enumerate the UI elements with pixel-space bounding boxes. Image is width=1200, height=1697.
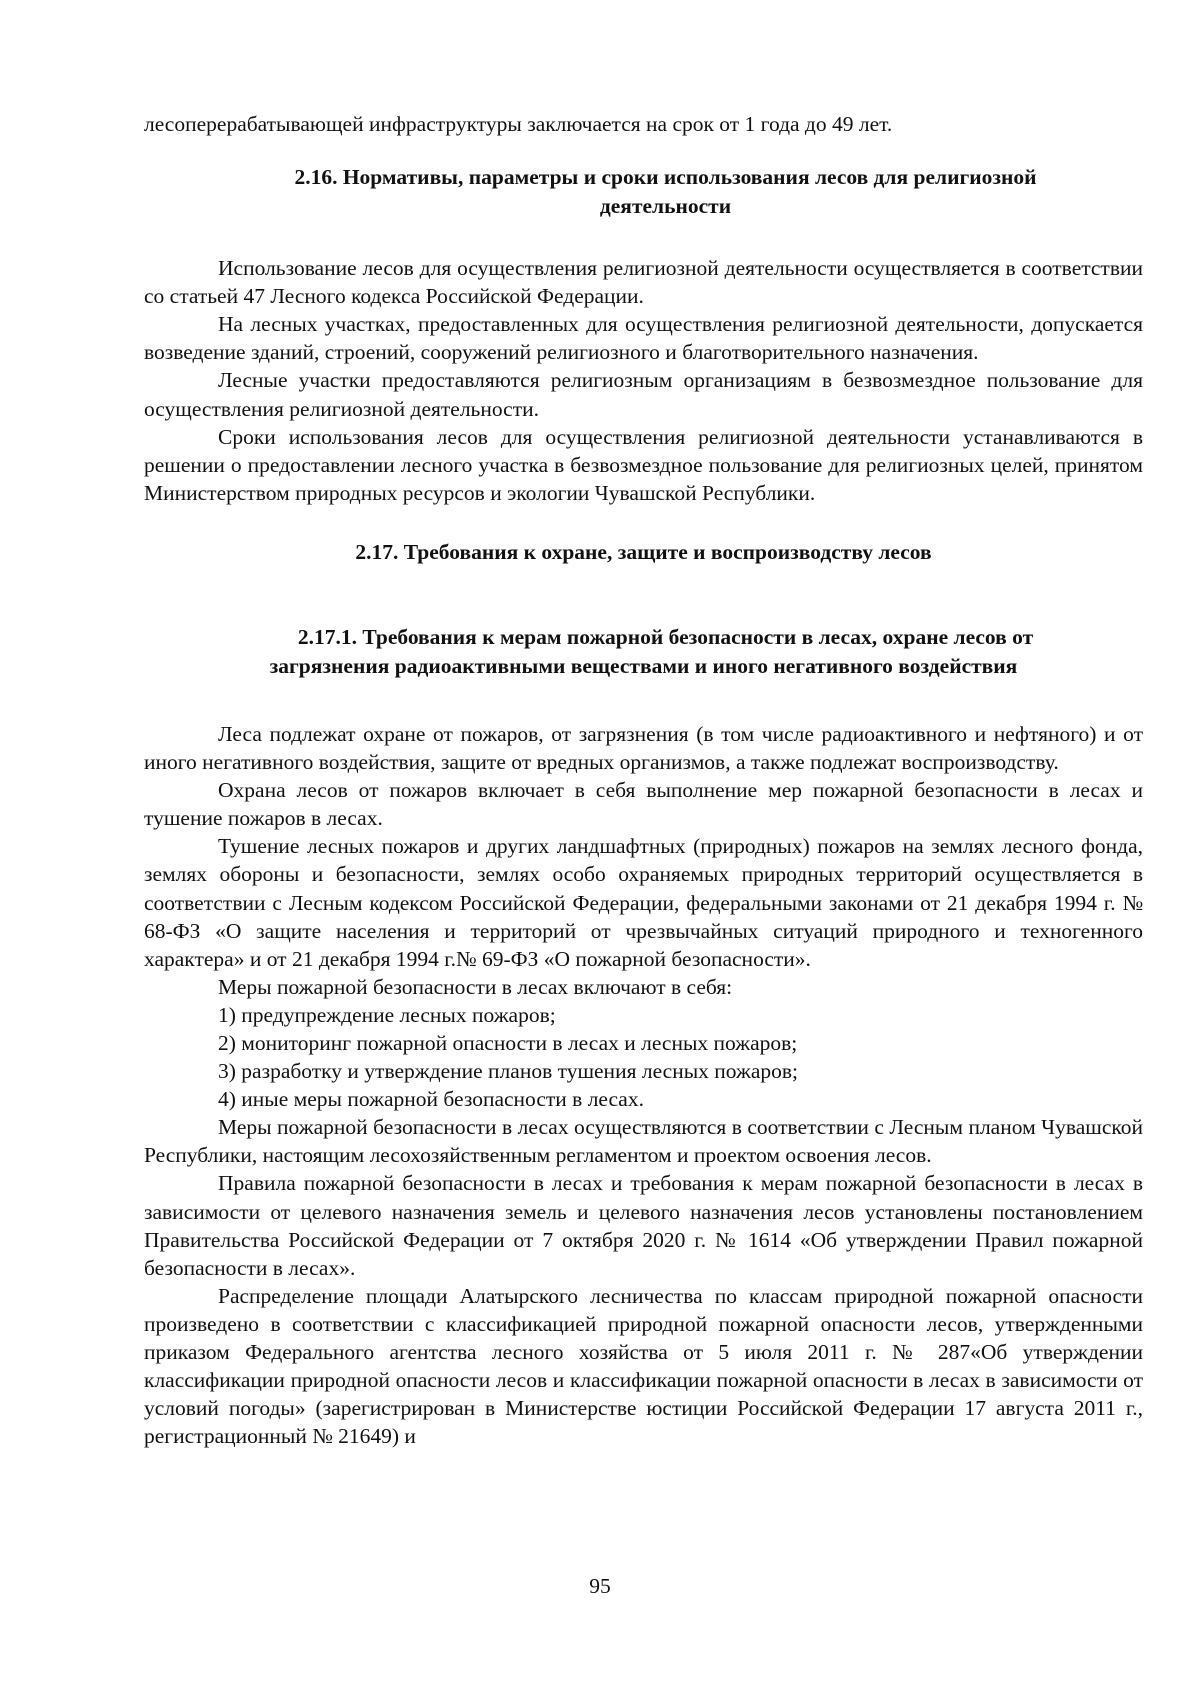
paragraph: Леса подлежат охране от пожаров, от загрязнения (в том числе радиоактивного и нефтяного) и от иного негативного воздействия, защите от вредных организмов, а также подлежат воспроизводству. bbox=[144, 721, 1143, 775]
list-intro: Меры пожарной безопасности в лесах включают в себя: bbox=[218, 974, 733, 999]
paragraph: Распределение площади Алатырского лесничества по классам природной пожарной опасности произведено в соответствии с классификацией природной пожарной опасности лесов, утвержденными приказом Федерального агентства лесного хозяйства от 5 июля 2011 г. № 287«Об утверждении классификации природной опасности лесов и классификации пожарной опасности в лесах в зависимости от условий погоды» (зарегистрирован в Министерстве юстиции Российской Федерации 17 августа 2011 г., регистрационный № 21649) и bbox=[144, 1283, 1143, 1449]
paragraph: Использование лесов для осуществления религиозной деятельности осуществляется в соответствии со статьей 47 Лесного кодекса Российской Федерации. bbox=[144, 256, 1143, 309]
list-item: 1) предупреждение лесных пожаров; bbox=[218, 1002, 556, 1027]
section-heading-2-17: 2.17. Требования к охране, защите и воспроизводству лесов bbox=[355, 539, 932, 564]
list-item: 3) разработку и утверждение планов тушения лесных пожаров; bbox=[218, 1059, 799, 1084]
continued-paragraph: лесоперерабатывающей инфраструктуры заключается на срок от 1 года до 49 лет. bbox=[144, 112, 893, 136]
heading-line: 2.16. Нормативы, параметры и сроки использования лесов для религиозной bbox=[294, 165, 1037, 190]
heading-line: загрязнения радиоактивными веществами и иного негативного воздействия bbox=[269, 653, 1018, 678]
paragraph: Правила пожарной безопасности в лесах и требования к мерам пожарной безопасности в лесах в зависимости от целевого назначения земель и целевого назначения лесов установлены постановлением Правительства Российской Федерации от 7 октября 2020 г. № 1614 «Об утверждении Правил пожарной безопасности в лесах». bbox=[144, 1171, 1143, 1280]
list-item: 2) мониторинг пожарной опасности в лесах и лесных пожаров; bbox=[218, 1030, 798, 1055]
paragraph: Тушение лесных пожаров и других ландшафтных (природных) пожаров на землях лесного фонда, землях обороны и безопасности, землях особо охраняемых природных территорий осуществляется в соответствии с Лесным кодексом Российской Федерации, федеральными законами от 21 декабря 1994 г. № 68-ФЗ «О защите населения и территорий от чрезвычайных ситуаций природного и техногенного характера» и от 21 декабря 1994 г.№ 69-ФЗ «О пожарной безопасности». bbox=[144, 834, 1143, 971]
list-item: 4) иные меры пожарной безопасности в лесах. bbox=[218, 1087, 644, 1112]
paragraph: Сроки использования лесов для осуществления религиозной деятельности устанавливаются в решении о предоставлении лесного участка в безвозмездное пользование для религиозных целей, принятом Министерством природных ресурсов и экологии Чувашской Республики. bbox=[144, 424, 1143, 505]
paragraph: Лесные участки предоставляются религиозным организациям в безвозмездное пользование для осуществления религиозной деятельности. bbox=[144, 368, 1143, 421]
paragraph: Охрана лесов от пожаров включает в себя выполнение мер пожарной безопасности в лесах и тушение пожаров в лесах. bbox=[144, 778, 1143, 831]
heading-line: деятельности bbox=[599, 194, 732, 219]
heading-line: 2.17.1. Требования к мерам пожарной безопасности в лесах, охране лесов от bbox=[297, 624, 1034, 649]
section-heading-2-17-1 bbox=[144, 623, 1143, 681]
paragraph: На лесных участках, предоставленных для осуществления религиозной деятельности, допускается возведение зданий, строений, сооружений религиозного и благотворительного назначения. bbox=[144, 312, 1143, 365]
page-content bbox=[144, 110, 1143, 1450]
page-number: 95 bbox=[589, 1574, 611, 1598]
paragraph: Меры пожарной безопасности в лесах осуществляются в соответствии с Лесным планом Чувашской Республики, настоящим лесохозяйственным регламентом и проектом освоения лесов. bbox=[144, 1115, 1143, 1168]
section-heading-2-16 bbox=[144, 163, 1143, 221]
